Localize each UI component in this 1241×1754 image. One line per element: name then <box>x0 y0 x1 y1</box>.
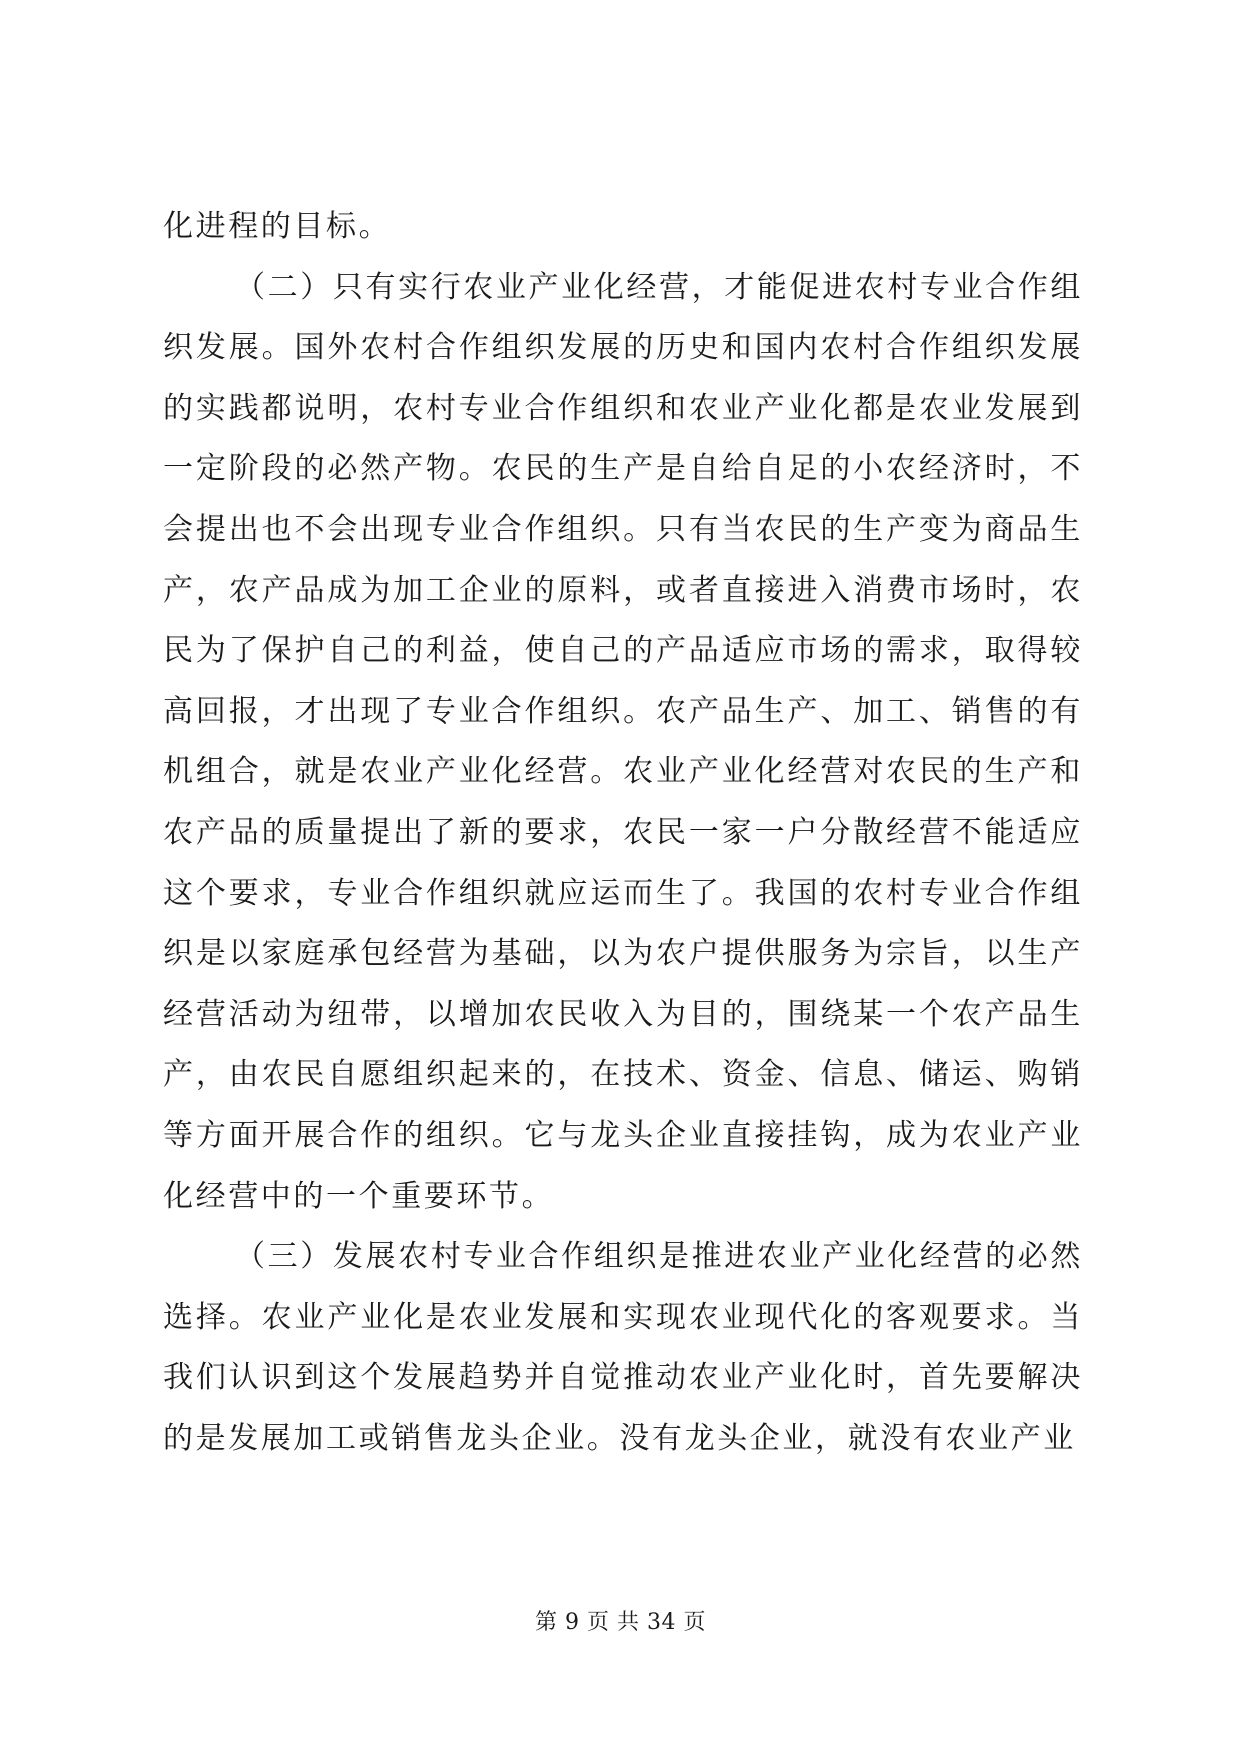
paragraph-2: （二）只有实行农业产业化经营，才能促进农村专业合作组织发展。国外农村合作组织发展的历史和国内农村合作组织发展的实践都说明，农村专业合作组织和农业产业化都是农业发展到一定阶段的必然产物。农民的生产是自给自足的小农经济时，不会提出也不会出现专业合作组织。只有当农民的生产变为商品生产，农产品成为加工企业的原料，或者直接进入消费市场时，农民为了保护自己的利益，使自己的产品适应市场的需求，取得较高回报，才出现了专业合作组织。农产品生产、加工、销售的有机组合，就是农业产业化经营。农业产业化经营对农民的生产和农产品的质量提出了新的要求，农民一家一户分散经营不能适应这个要求，专业合作组织就应运而生了。我国的农村专业合作组织是以家庭承包经营为基础，以为农户提供服务为宗旨，以生产经营活动为纽带，以增加农民收入为目的，围绕某一个农产品生产，由农民自愿组织起来的，在技术、资金、信息、储运、购销等方面开展合作的组织。它与龙头企业直接挂钩，成为农业产业化经营中的一个重要环节。 <box>163 269 1083 1214</box>
document-body <box>163 197 1083 1469</box>
paragraph-3: （三）发展农村专业合作组织是推进农业产业化经营的必然选择。农业产业化是农业发展和实现农业现代化的客观要求。当我们认识到这个发展趋势并自觉推动农业产业化时，首先要解决的是发展加工或销售龙头企业。没有龙头企业，就没有农业产业 <box>163 1239 1083 1456</box>
page-footer <box>0 1605 1241 1636</box>
page-number-label: 第 9 页 共 34 页 <box>535 1610 706 1635</box>
paragraph-1: 化进程的目标。 <box>163 209 392 244</box>
